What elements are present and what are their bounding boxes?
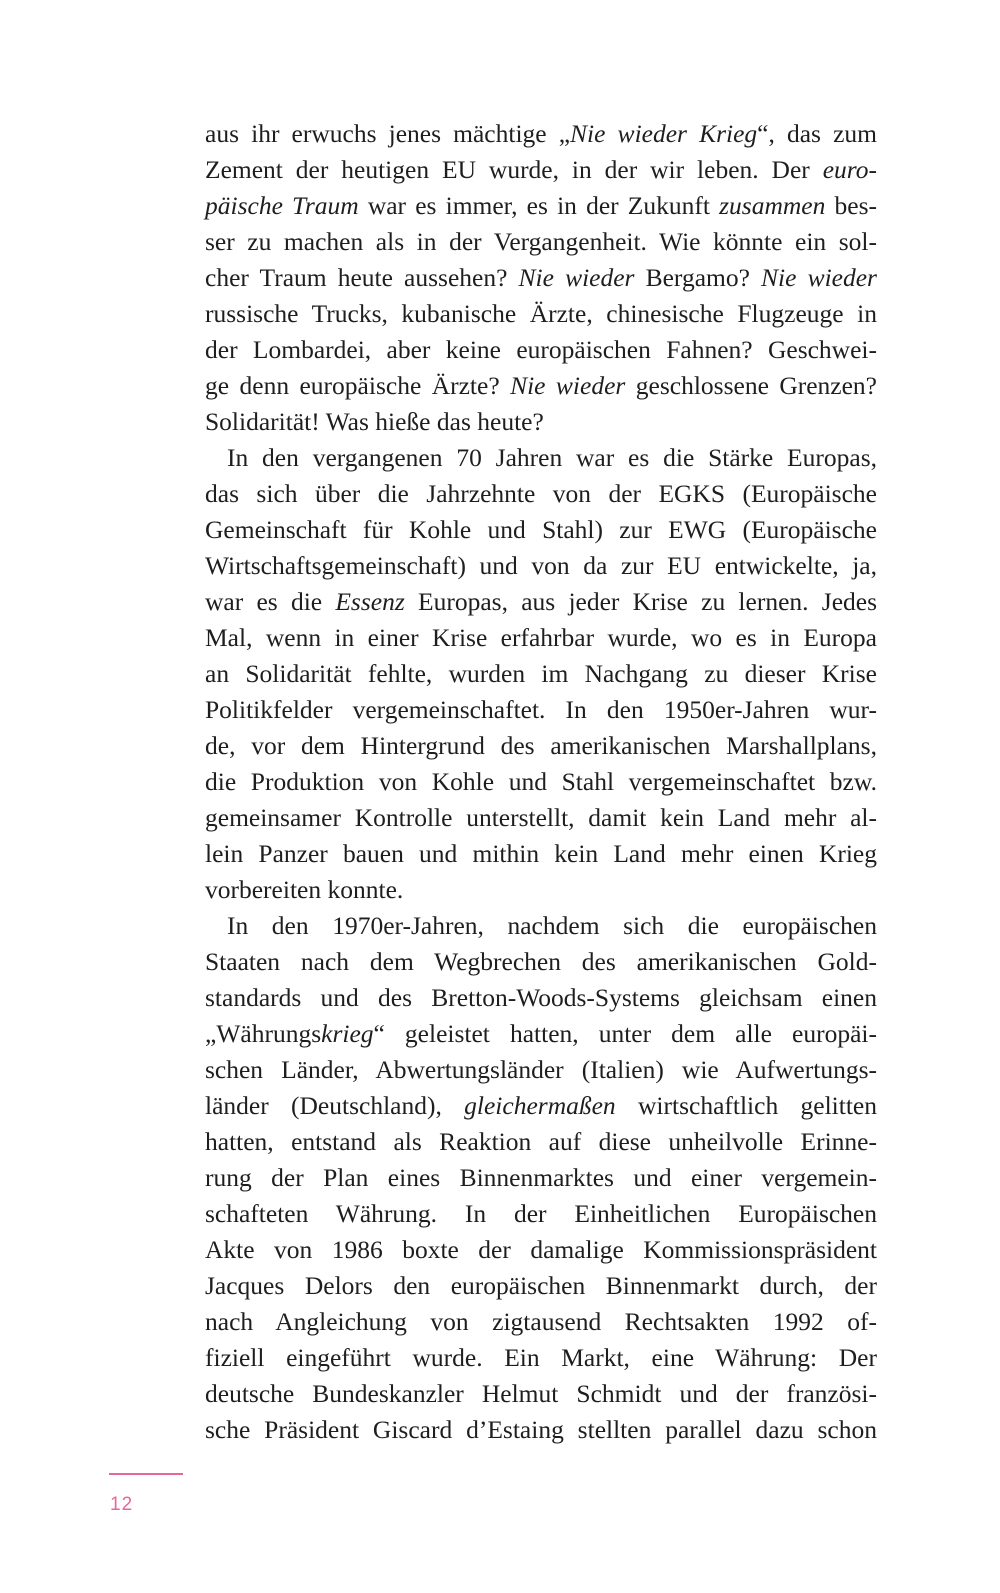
body-text	[205, 116, 877, 1448]
text-line	[205, 872, 877, 908]
text-run: die Produktion von Kohle und Stahl vergemeinschaftet bzw.	[205, 767, 877, 796]
text-run: nach Angleichung von zigtausend Rechtsakten 1992 of-	[205, 1307, 877, 1336]
text-run: Zement der heutigen EU wurde, in der wir leben. Der	[205, 155, 823, 184]
text-line	[205, 728, 877, 764]
italic-run: päische Traum	[205, 191, 359, 220]
text-run: das sich über die Jahrzehnte von der EGKS (Europäische	[205, 479, 877, 508]
text-line	[205, 620, 877, 656]
text-line	[205, 224, 877, 260]
text-run: „Währungs	[205, 1019, 322, 1048]
text-run: standards und des Bretton-Woods-Systems gleichsam einen	[205, 983, 877, 1012]
text-run: Bergamo?	[634, 263, 762, 292]
text-line	[205, 944, 877, 980]
text-run: “, das zum	[757, 119, 877, 148]
text-line	[205, 1376, 877, 1412]
text-line	[205, 440, 877, 476]
text-line	[205, 476, 877, 512]
text-line	[205, 188, 877, 224]
text-line	[205, 260, 877, 296]
text-run: gemeinsamer Kontrolle unterstellt, damit kein Land mehr al-	[205, 803, 877, 832]
text-run: bes-	[825, 191, 877, 220]
text-line	[205, 692, 877, 728]
text-line	[205, 980, 877, 1016]
text-run: sche Präsident Giscard d’Estaing stellten parallel dazu schon	[205, 1415, 877, 1444]
text-run: wirtschaftlich gelitten	[615, 1091, 877, 1120]
text-run: schafteten Währung. In der Einheitlichen Europäischen	[205, 1199, 877, 1228]
text-line	[205, 584, 877, 620]
text-line	[205, 332, 877, 368]
text-run: hatten, entstand als Reaktion auf diese unheilvolle Erinne-	[205, 1127, 877, 1156]
text-run: Wirtschaftsgemeinschaft) und von da zur EU entwickelte, ja,	[205, 551, 877, 580]
text-line	[205, 1340, 877, 1376]
text-line	[205, 1304, 877, 1340]
text-run: aus ihr erwuchs jenes mächtige „	[205, 119, 571, 148]
text-run: Europas, aus jeder Krise zu lernen. Jedes	[404, 587, 877, 616]
text-line	[205, 1124, 877, 1160]
italic-run: gleichermaßen	[464, 1091, 616, 1120]
text-line	[205, 800, 877, 836]
text-line	[205, 116, 877, 152]
text-line	[205, 1196, 877, 1232]
text-line	[205, 1016, 877, 1052]
text-run: Jacques Delors den europäischen Binnenmarkt durch, der	[205, 1271, 877, 1300]
text-run: In den 1970er-Jahren, nachdem sich die europäischen	[227, 911, 877, 940]
text-run: “ geleistet hatten, unter dem alle europäi-	[373, 1019, 877, 1048]
text-run: schen Länder, Abwertungsländer (Italien) wie Aufwertungs-	[205, 1055, 877, 1084]
text-run: war es die	[205, 587, 336, 616]
text-line	[205, 764, 877, 800]
text-run: war es immer, es in der Zukunft	[358, 191, 720, 220]
text-line	[205, 1268, 877, 1304]
text-line	[205, 548, 877, 584]
text-line	[205, 1088, 877, 1124]
italic-run: krieg	[321, 1019, 374, 1048]
italic-run: Nie wieder	[761, 263, 877, 292]
italic-run: euro-	[822, 155, 877, 184]
text-run: cher Traum heute aussehen?	[205, 263, 519, 292]
text-line	[205, 1232, 877, 1268]
italic-run: Nie wieder	[510, 371, 626, 400]
text-line	[205, 908, 877, 944]
text-run: länder (Deutschland),	[205, 1091, 465, 1120]
text-run: an Solidarität fehlte, wurden im Nachgang zu dieser Krise	[205, 659, 877, 688]
text-line	[205, 512, 877, 548]
text-line	[205, 368, 877, 404]
text-run: Akte von 1986 boxte der damalige Kommissionspräsident	[205, 1235, 877, 1264]
text-run: deutsche Bundeskanzler Helmut Schmidt und der französi-	[205, 1379, 877, 1408]
text-run: Politikfelder vergemeinschaftet. In den 1950er-Jahren wur-	[205, 695, 877, 724]
footer-rule	[109, 1473, 183, 1475]
text-run: vorbereiten konnte.	[205, 875, 404, 904]
text-run: rung der Plan eines Binnenmarktes und einer vergemein-	[205, 1163, 877, 1192]
text-line	[205, 296, 877, 332]
text-run: Staaten nach dem Wegbrechen des amerikanischen Gold-	[205, 947, 877, 976]
italic-run: Nie wieder Krieg	[570, 119, 758, 148]
text-run: russische Trucks, kubanische Ärzte, chinesische Flugzeuge in	[205, 299, 877, 328]
text-line	[205, 1160, 877, 1196]
text-line	[205, 1412, 877, 1448]
text-run: In den vergangenen 70 Jahren war es die Stärke Europas,	[227, 443, 877, 472]
text-run: Solidarität! Was hieße das heute?	[205, 407, 544, 436]
text-run: Mal, wenn in einer Krise erfahrbar wurde, wo es in Europa	[205, 623, 877, 652]
text-run: Gemeinschaft für Kohle und Stahl) zur EWG (Europäische	[205, 515, 877, 544]
text-line	[205, 1052, 877, 1088]
text-line	[205, 152, 877, 188]
text-run: ge denn europäische Ärzte?	[205, 371, 511, 400]
text-run: der Lombardei, aber keine europäischen Fahnen? Geschwei-	[205, 335, 877, 364]
text-run: ser zu machen als in der Vergangenheit. Wie könnte ein sol-	[205, 227, 877, 256]
text-run: lein Panzer bauen und mithin kein Land mehr einen Krieg	[205, 839, 877, 868]
text-run: geschlossene Grenzen?	[625, 371, 877, 400]
italic-run: Essenz	[335, 587, 405, 616]
text-run: fiziell eingeführt wurde. Ein Markt, eine Währung: Der	[205, 1343, 877, 1372]
italic-run: zusammen	[719, 191, 826, 220]
page-number: 12	[110, 1494, 134, 1515]
italic-run: Nie wieder	[518, 263, 635, 292]
text-run: de, vor dem Hintergrund des amerikanischen Marshallplans,	[205, 731, 877, 760]
text-line	[205, 404, 877, 440]
text-line	[205, 656, 877, 692]
text-line	[205, 836, 877, 872]
